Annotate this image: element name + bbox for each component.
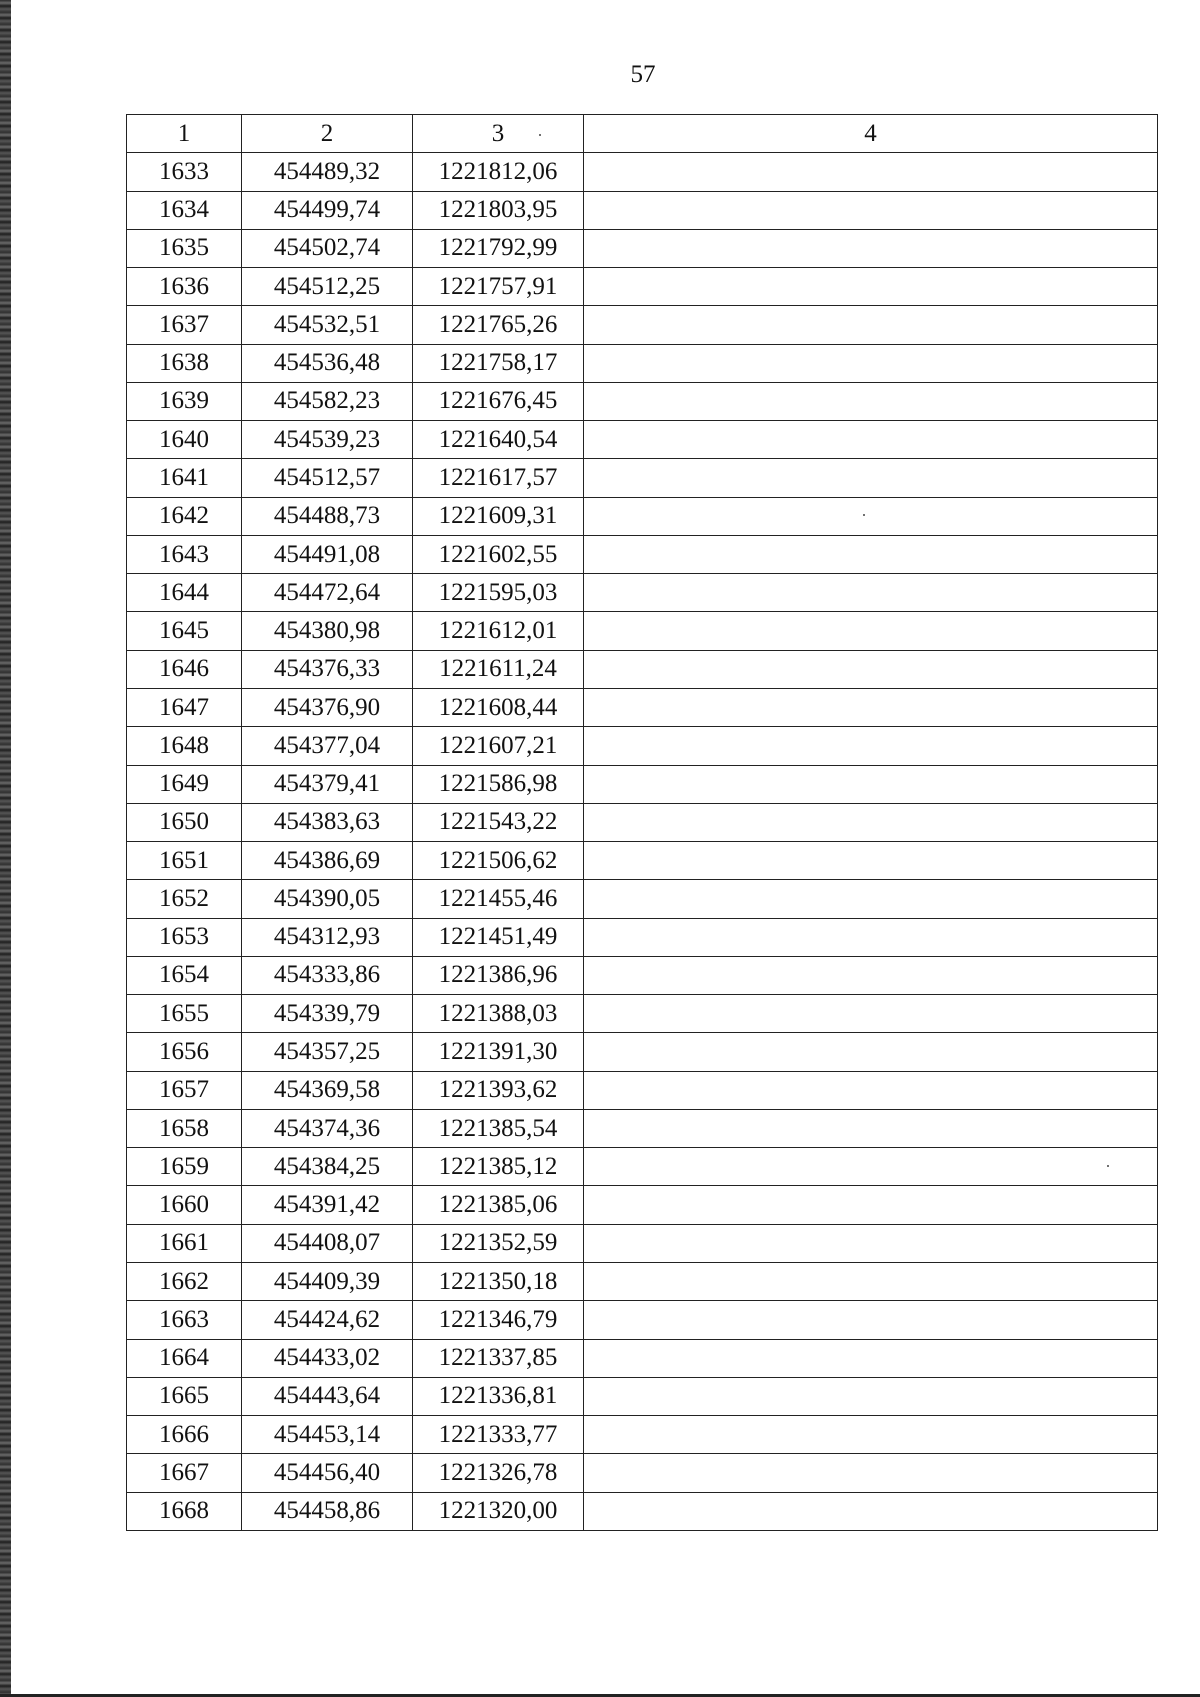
note-cell <box>584 803 1158 841</box>
point-number-cell: 1650 <box>127 803 242 841</box>
y-coordinate-cell: 1221602,55 <box>413 535 584 573</box>
point-number-cell: 1639 <box>127 382 242 420</box>
x-coordinate-cell: 454433,02 <box>242 1339 413 1377</box>
point-number-cell: 1633 <box>127 153 242 191</box>
note-cell <box>584 1301 1158 1339</box>
table-row <box>127 956 1158 994</box>
x-coordinate-cell: 454384,25 <box>242 1148 413 1186</box>
note-cell <box>584 1262 1158 1300</box>
x-coordinate-cell: 454456,40 <box>242 1454 413 1492</box>
x-coordinate-cell: 454386,69 <box>242 842 413 880</box>
note-cell <box>584 1377 1158 1415</box>
x-coordinate-cell: 454536,48 <box>242 344 413 382</box>
column-header-4: 4 <box>584 115 1158 153</box>
y-coordinate-cell: 1221391,30 <box>413 1033 584 1071</box>
table-row <box>127 191 1158 229</box>
y-coordinate-cell: 1221765,26 <box>413 306 584 344</box>
table-row <box>127 842 1158 880</box>
table-row <box>127 497 1158 535</box>
scan-edge <box>0 0 11 1697</box>
scan-speck <box>863 514 865 516</box>
note-cell <box>584 1148 1158 1186</box>
point-number-cell: 1641 <box>127 459 242 497</box>
table-row <box>127 1301 1158 1339</box>
note-cell <box>584 727 1158 765</box>
table-row <box>127 650 1158 688</box>
y-coordinate-cell: 1221326,78 <box>413 1454 584 1492</box>
y-coordinate-cell: 1221609,31 <box>413 497 584 535</box>
x-coordinate-cell: 454458,86 <box>242 1492 413 1530</box>
y-coordinate-cell: 1221586,98 <box>413 765 584 803</box>
note-cell <box>584 765 1158 803</box>
note-cell <box>584 1416 1158 1454</box>
point-number-cell: 1660 <box>127 1186 242 1224</box>
table-row <box>127 421 1158 459</box>
note-cell <box>584 535 1158 573</box>
y-coordinate-cell: 1221320,00 <box>413 1492 584 1530</box>
point-number-cell: 1666 <box>127 1416 242 1454</box>
column-header-2: 2 <box>242 115 413 153</box>
point-number-cell: 1644 <box>127 574 242 612</box>
x-coordinate-cell: 454312,93 <box>242 918 413 956</box>
note-cell <box>584 1339 1158 1377</box>
note-cell <box>584 1033 1158 1071</box>
table-row <box>127 229 1158 267</box>
x-coordinate-cell: 454539,23 <box>242 421 413 459</box>
y-coordinate-cell: 1221543,22 <box>413 803 584 841</box>
x-coordinate-cell: 454472,64 <box>242 574 413 612</box>
scan-speck <box>539 134 541 136</box>
note-cell <box>584 1186 1158 1224</box>
x-coordinate-cell: 454379,41 <box>242 765 413 803</box>
y-coordinate-cell: 1221337,85 <box>413 1339 584 1377</box>
table-row <box>127 1186 1158 1224</box>
x-coordinate-cell: 454391,42 <box>242 1186 413 1224</box>
y-coordinate-cell: 1221812,06 <box>413 153 584 191</box>
x-coordinate-cell: 454369,58 <box>242 1071 413 1109</box>
table-row <box>127 1071 1158 1109</box>
x-coordinate-cell: 454376,90 <box>242 688 413 726</box>
table-row <box>127 803 1158 841</box>
note-cell <box>584 956 1158 994</box>
note-cell <box>584 612 1158 650</box>
x-coordinate-cell: 454443,64 <box>242 1377 413 1415</box>
note-cell <box>584 1224 1158 1262</box>
point-number-cell: 1636 <box>127 268 242 306</box>
note-cell <box>584 1109 1158 1147</box>
point-number-cell: 1634 <box>127 191 242 229</box>
page-number: 57 <box>630 61 656 88</box>
x-coordinate-cell: 454502,74 <box>242 229 413 267</box>
x-coordinate-cell: 454380,98 <box>242 612 413 650</box>
x-coordinate-cell: 454582,23 <box>242 382 413 420</box>
coordinates-table-container <box>126 114 1158 1531</box>
y-coordinate-cell: 1221506,62 <box>413 842 584 880</box>
y-coordinate-cell: 1221350,18 <box>413 1262 584 1300</box>
note-cell <box>584 497 1158 535</box>
x-coordinate-cell: 454374,36 <box>242 1109 413 1147</box>
y-coordinate-cell: 1221608,44 <box>413 688 584 726</box>
table-row <box>127 306 1158 344</box>
x-coordinate-cell: 454383,63 <box>242 803 413 841</box>
point-number-cell: 1659 <box>127 1148 242 1186</box>
note-cell <box>584 191 1158 229</box>
point-number-cell: 1640 <box>127 421 242 459</box>
table-row <box>127 688 1158 726</box>
x-coordinate-cell: 454390,05 <box>242 880 413 918</box>
note-cell <box>584 229 1158 267</box>
note-cell <box>584 918 1158 956</box>
x-coordinate-cell: 454409,39 <box>242 1262 413 1300</box>
x-coordinate-cell: 454333,86 <box>242 956 413 994</box>
table-row <box>127 1377 1158 1415</box>
table-row <box>127 1454 1158 1492</box>
point-number-cell: 1646 <box>127 650 242 688</box>
point-number-cell: 1654 <box>127 956 242 994</box>
note-cell <box>584 650 1158 688</box>
x-coordinate-cell: 454376,33 <box>242 650 413 688</box>
y-coordinate-cell: 1221607,21 <box>413 727 584 765</box>
table-row <box>127 1416 1158 1454</box>
x-coordinate-cell: 454488,73 <box>242 497 413 535</box>
point-number-cell: 1638 <box>127 344 242 382</box>
note-cell <box>584 1492 1158 1530</box>
note-cell <box>584 459 1158 497</box>
y-coordinate-cell: 1221612,01 <box>413 612 584 650</box>
x-coordinate-cell: 454339,79 <box>242 995 413 1033</box>
table-row <box>127 1339 1158 1377</box>
x-coordinate-cell: 454499,74 <box>242 191 413 229</box>
table-row <box>127 1033 1158 1071</box>
table-header-row <box>127 115 1158 153</box>
note-cell <box>584 1454 1158 1492</box>
coordinates-table <box>126 114 1158 1531</box>
point-number-cell: 1661 <box>127 1224 242 1262</box>
point-number-cell: 1647 <box>127 688 242 726</box>
table-row <box>127 612 1158 650</box>
point-number-cell: 1662 <box>127 1262 242 1300</box>
table-row <box>127 918 1158 956</box>
note-cell <box>584 688 1158 726</box>
column-header-1: 1 <box>127 115 242 153</box>
table-row <box>127 1224 1158 1262</box>
y-coordinate-cell: 1221611,24 <box>413 650 584 688</box>
point-number-cell: 1663 <box>127 1301 242 1339</box>
table-row <box>127 880 1158 918</box>
y-coordinate-cell: 1221393,62 <box>413 1071 584 1109</box>
column-header-3: 3 <box>413 115 584 153</box>
y-coordinate-cell: 1221385,12 <box>413 1148 584 1186</box>
point-number-cell: 1655 <box>127 995 242 1033</box>
y-coordinate-cell: 1221333,77 <box>413 1416 584 1454</box>
table-row <box>127 574 1158 612</box>
table-row <box>127 1148 1158 1186</box>
point-number-cell: 1658 <box>127 1109 242 1147</box>
y-coordinate-cell: 1221455,46 <box>413 880 584 918</box>
table-row <box>127 459 1158 497</box>
table-body <box>127 153 1158 1531</box>
note-cell <box>584 344 1158 382</box>
table-row <box>127 344 1158 382</box>
note-cell <box>584 995 1158 1033</box>
table-row <box>127 153 1158 191</box>
x-coordinate-cell: 454424,62 <box>242 1301 413 1339</box>
y-coordinate-cell: 1221676,45 <box>413 382 584 420</box>
x-coordinate-cell: 454489,32 <box>242 153 413 191</box>
y-coordinate-cell: 1221385,54 <box>413 1109 584 1147</box>
y-coordinate-cell: 1221346,79 <box>413 1301 584 1339</box>
point-number-cell: 1652 <box>127 880 242 918</box>
y-coordinate-cell: 1221758,17 <box>413 344 584 382</box>
x-coordinate-cell: 454357,25 <box>242 1033 413 1071</box>
x-coordinate-cell: 454512,25 <box>242 268 413 306</box>
y-coordinate-cell: 1221757,91 <box>413 268 584 306</box>
y-coordinate-cell: 1221352,59 <box>413 1224 584 1262</box>
point-number-cell: 1653 <box>127 918 242 956</box>
point-number-cell: 1657 <box>127 1071 242 1109</box>
table-row <box>127 268 1158 306</box>
table-row <box>127 1109 1158 1147</box>
note-cell <box>584 153 1158 191</box>
point-number-cell: 1649 <box>127 765 242 803</box>
x-coordinate-cell: 454408,07 <box>242 1224 413 1262</box>
point-number-cell: 1637 <box>127 306 242 344</box>
note-cell <box>584 574 1158 612</box>
note-cell <box>584 421 1158 459</box>
note-cell <box>584 382 1158 420</box>
table-row <box>127 1492 1158 1530</box>
y-coordinate-cell: 1221451,49 <box>413 918 584 956</box>
point-number-cell: 1664 <box>127 1339 242 1377</box>
point-number-cell: 1651 <box>127 842 242 880</box>
x-coordinate-cell: 454377,04 <box>242 727 413 765</box>
table-row <box>127 382 1158 420</box>
y-coordinate-cell: 1221595,03 <box>413 574 584 612</box>
y-coordinate-cell: 1221388,03 <box>413 995 584 1033</box>
y-coordinate-cell: 1221640,54 <box>413 421 584 459</box>
scan-speck <box>1107 1165 1109 1167</box>
y-coordinate-cell: 1221386,96 <box>413 956 584 994</box>
point-number-cell: 1643 <box>127 535 242 573</box>
x-coordinate-cell: 454491,08 <box>242 535 413 573</box>
table-row <box>127 1262 1158 1300</box>
y-coordinate-cell: 1221385,06 <box>413 1186 584 1224</box>
note-cell <box>584 306 1158 344</box>
point-number-cell: 1656 <box>127 1033 242 1071</box>
table-row <box>127 765 1158 803</box>
note-cell <box>584 842 1158 880</box>
point-number-cell: 1635 <box>127 229 242 267</box>
point-number-cell: 1665 <box>127 1377 242 1415</box>
y-coordinate-cell: 1221336,81 <box>413 1377 584 1415</box>
point-number-cell: 1648 <box>127 727 242 765</box>
x-coordinate-cell: 454512,57 <box>242 459 413 497</box>
y-coordinate-cell: 1221803,95 <box>413 191 584 229</box>
table-row <box>127 727 1158 765</box>
y-coordinate-cell: 1221617,57 <box>413 459 584 497</box>
point-number-cell: 1642 <box>127 497 242 535</box>
y-coordinate-cell: 1221792,99 <box>413 229 584 267</box>
note-cell <box>584 1071 1158 1109</box>
note-cell <box>584 880 1158 918</box>
point-number-cell: 1645 <box>127 612 242 650</box>
point-number-cell: 1667 <box>127 1454 242 1492</box>
point-number-cell: 1668 <box>127 1492 242 1530</box>
note-cell <box>584 268 1158 306</box>
table-row <box>127 535 1158 573</box>
table-row <box>127 995 1158 1033</box>
x-coordinate-cell: 454532,51 <box>242 306 413 344</box>
x-coordinate-cell: 454453,14 <box>242 1416 413 1454</box>
